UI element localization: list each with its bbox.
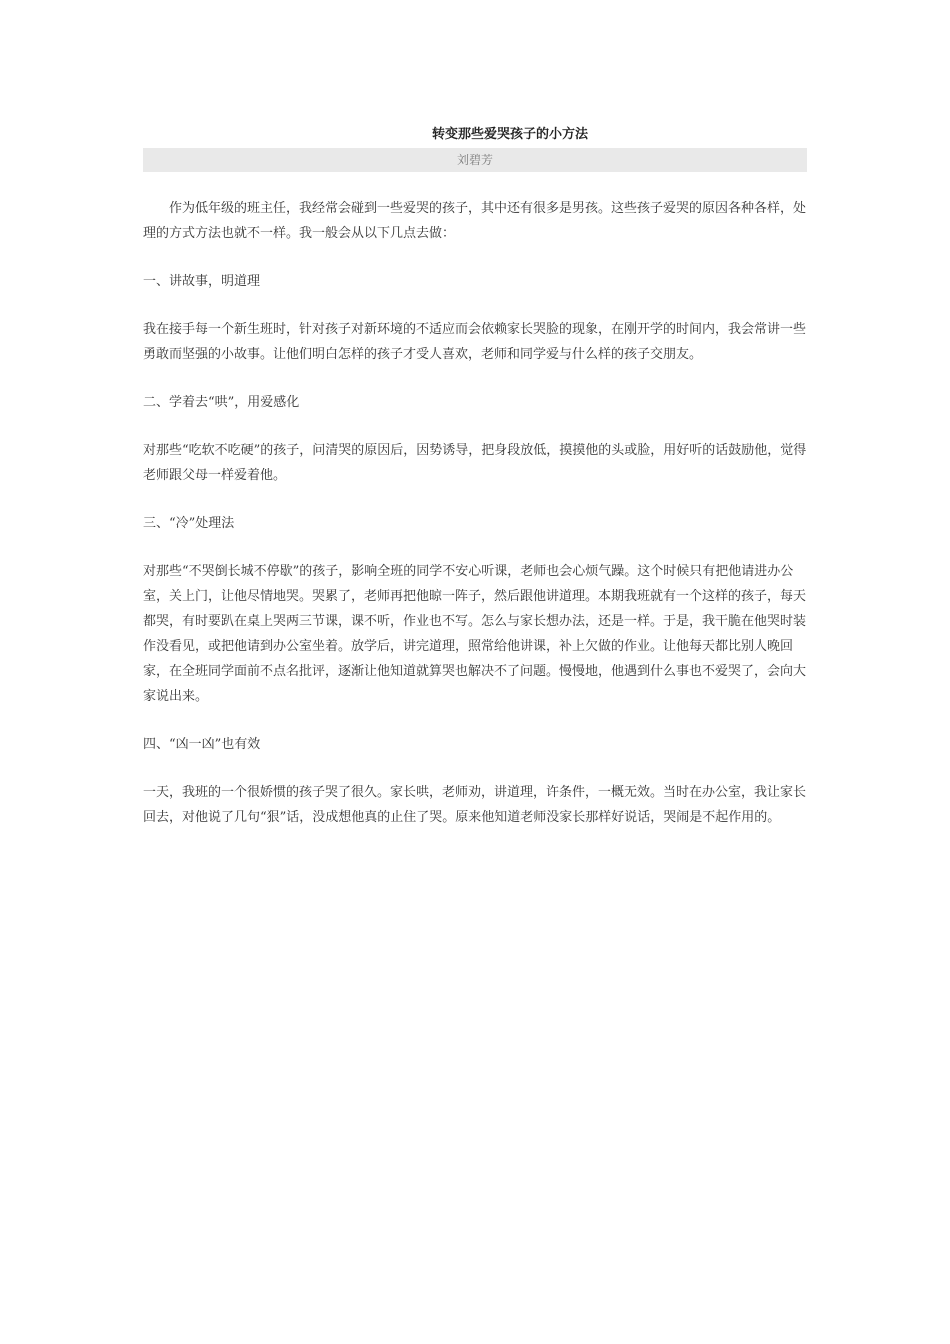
author-bar [143, 148, 807, 172]
section-heading-2: 二、学着去“哄”，用爱感化 [143, 395, 300, 410]
section-body-3: 对那些“不哭倒长城不停歇”的孩子，影响全班的同学不安心听课，老师也会心烦气躁。这个时候只有把他请进办公室，关上门，让他尽情地哭。哭累了，老师再把他晾一阵子，然后跟他讲道理。本期我班就有一个这样的孩子，每天都哭，有时要趴在桌上哭两三节课，课不听，作业也不写。怎么与家长想办法，还是一样。于是，我干脆在他哭时装作没看见，或把他请到办公室坐着。放学后，讲完道理，照常给他讲课，补上欠做的作业。让他每天都比别人晚回家，在全班同学面前不点名批评，逐渐让他知道就算哭也解决不了问题。慢慢地，他遇到什么事也不爱哭了，会向大家说出来。 [143, 564, 807, 704]
article-title: 转变那些爱哭孩子的小方法 [431, 127, 588, 142]
section-heading-4: 四、“凶一凶”也有效 [143, 737, 261, 752]
article-content [143, 196, 807, 830]
section-body-4: 一天，我班的一个很娇惯的孩子哭了很久。家长哄，老师劝，讲道理，许条件，一概无效。当时在办公室，我让家长回去，对他说了几句“狠”话，没成想他真的止住了哭。原来他知道老师没家长那样好说话，哭闹是不起作用的。 [143, 785, 807, 825]
section-body-1: 我在接手每一个新生班时，针对孩子对新环境的不适应而会依赖家长哭脸的现象，在刚开学的时间内，我会常讲一些勇敢而坚强的小故事。让他们明白怎样的孩子才受人喜欢，老师和同学爱与什么样的孩子交朋友。 [143, 322, 807, 362]
author-name: 刘碧芳 [456, 153, 493, 167]
section-body-2: 对那些“吃软不吃硬”的孩子，问清哭的原因后，因势诱导，把身段放低，摸摸他的头或脸，用好听的话鼓励他，觉得老师跟父母一样爱着他。 [143, 443, 807, 483]
section-heading-1: 一、讲故事，明道理 [143, 274, 261, 289]
intro-paragraph: 作为低年级的班主任，我经常会碰到一些爱哭的孩子，其中还有很多是男孩。这些孩子爱哭的原因各种各样，处理的方式方法也就不一样。我一般会从以下几点去做： [143, 201, 807, 241]
article [143, 122, 807, 830]
section-heading-3: 三、“冷”处理法 [143, 516, 235, 531]
